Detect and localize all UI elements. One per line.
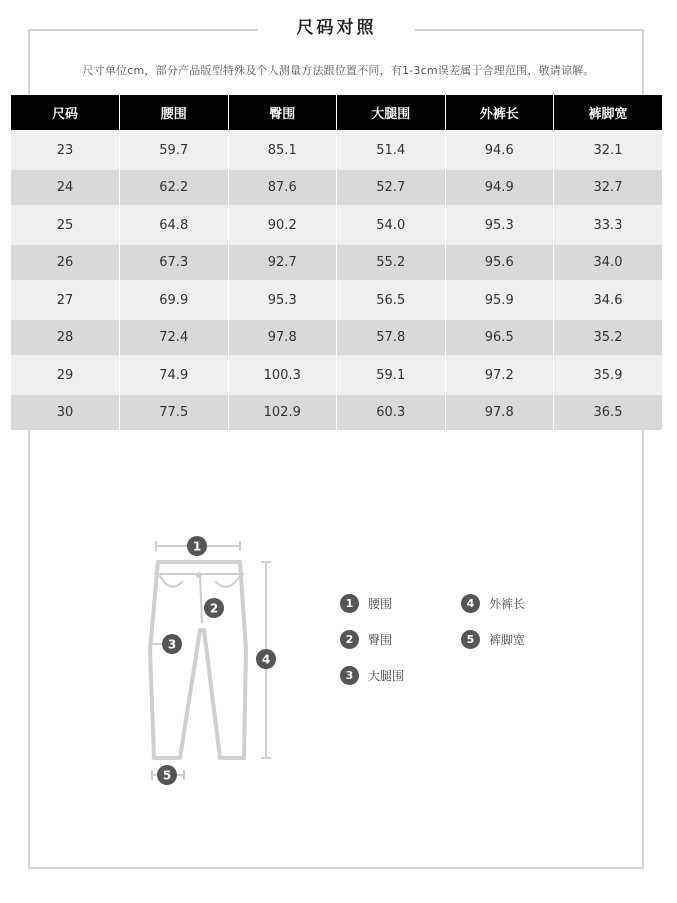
header-hip: 臀围 xyxy=(228,95,337,130)
legend-number: 1 xyxy=(340,594,359,613)
marker-5-number: 5 xyxy=(162,768,172,783)
table-cell: 30 xyxy=(11,395,120,430)
table-cell: 23 xyxy=(11,130,120,170)
legend-number: 5 xyxy=(461,630,480,649)
table-row xyxy=(11,320,662,355)
table-cell: 97.8 xyxy=(445,395,554,430)
title-wrap xyxy=(258,12,415,44)
table-cell: 67.3 xyxy=(120,245,229,280)
table-cell: 57.8 xyxy=(337,320,446,355)
table-cell: 92.7 xyxy=(228,245,337,280)
legend-item-waist xyxy=(340,592,392,614)
marker-1-number: 1 xyxy=(192,539,202,554)
table-cell: 35.2 xyxy=(554,320,663,355)
table-cell: 62.2 xyxy=(120,170,229,205)
table-cell: 26 xyxy=(11,245,120,280)
table-cell: 95.3 xyxy=(445,205,554,245)
legend-item-length xyxy=(461,592,525,614)
table-cell: 29 xyxy=(11,355,120,395)
marker-3-number: 3 xyxy=(167,637,177,652)
table-cell: 85.1 xyxy=(228,130,337,170)
table-cell: 74.9 xyxy=(120,355,229,395)
table-cell: 72.4 xyxy=(120,320,229,355)
pants-measurement-diagram xyxy=(140,530,290,790)
table-cell: 52.7 xyxy=(337,170,446,205)
table-cell: 97.8 xyxy=(228,320,337,355)
legend-label: 大腿围 xyxy=(368,668,405,683)
table-cell: 24 xyxy=(11,170,120,205)
table-cell: 94.9 xyxy=(445,170,554,205)
table-cell: 60.3 xyxy=(337,395,446,430)
header-length: 外裤长 xyxy=(445,95,554,130)
header-hem: 裤脚宽 xyxy=(554,95,663,130)
table-cell: 34.0 xyxy=(554,245,663,280)
header-size: 尺码 xyxy=(11,95,120,130)
measurement-legend xyxy=(340,592,560,692)
table-cell: 28 xyxy=(11,320,120,355)
measurement-note: 尺寸单位cm，部分产品版型特殊及个人测量方法跟位置不同，有1-3cm误差属于合理范围，敬请谅解。 xyxy=(82,64,595,77)
page-title: 尺码对照 xyxy=(296,18,377,38)
pants-outline-icon xyxy=(150,562,246,758)
table-header-row xyxy=(11,95,662,130)
header-waist: 腰围 xyxy=(120,95,229,130)
legend-number: 2 xyxy=(340,630,359,649)
marker-3 xyxy=(162,634,182,654)
legend-label: 外裤长 xyxy=(489,596,526,611)
table-cell: 94.6 xyxy=(445,130,554,170)
table-row xyxy=(11,130,662,170)
table-cell: 32.7 xyxy=(554,170,663,205)
table-cell: 35.9 xyxy=(554,355,663,395)
button-rivet-icon xyxy=(196,572,202,578)
table-cell: 56.5 xyxy=(337,280,446,320)
table-row xyxy=(11,280,662,320)
table-cell: 100.3 xyxy=(228,355,337,395)
table-cell: 95.9 xyxy=(445,280,554,320)
table-cell: 59.1 xyxy=(337,355,446,395)
table-cell: 33.3 xyxy=(554,205,663,245)
table-cell: 34.6 xyxy=(554,280,663,320)
table-cell: 95.6 xyxy=(445,245,554,280)
table-row xyxy=(11,170,662,205)
marker-2-number: 2 xyxy=(209,601,219,616)
table-cell: 97.2 xyxy=(445,355,554,395)
table-row xyxy=(11,205,662,245)
legend-item-thigh xyxy=(340,664,404,686)
table-cell: 95.3 xyxy=(228,280,337,320)
table-cell: 27 xyxy=(11,280,120,320)
header-thigh: 大腿围 xyxy=(337,95,446,130)
table-cell: 51.4 xyxy=(337,130,446,170)
table-cell: 69.9 xyxy=(120,280,229,320)
table-cell: 54.0 xyxy=(337,205,446,245)
marker-5 xyxy=(157,765,177,785)
legend-label: 腰围 xyxy=(368,596,393,611)
size-chart-table xyxy=(11,95,662,430)
table-cell: 90.2 xyxy=(228,205,337,245)
table-row xyxy=(11,245,662,280)
marker-4-number: 4 xyxy=(261,652,271,667)
table-cell: 59.7 xyxy=(120,130,229,170)
legend-number: 4 xyxy=(461,594,480,613)
legend-label: 臀围 xyxy=(368,632,393,647)
table-cell: 77.5 xyxy=(120,395,229,430)
table-row xyxy=(11,355,662,395)
table-cell: 96.5 xyxy=(445,320,554,355)
table-cell: 87.6 xyxy=(228,170,337,205)
legend-label: 裤脚宽 xyxy=(489,632,526,647)
table-row xyxy=(11,395,662,430)
table-cell: 32.1 xyxy=(554,130,663,170)
table-cell: 36.5 xyxy=(554,395,663,430)
marker-1 xyxy=(187,536,207,556)
table-cell: 25 xyxy=(11,205,120,245)
table-cell: 64.8 xyxy=(120,205,229,245)
legend-number: 3 xyxy=(340,666,359,685)
marker-4 xyxy=(256,649,276,669)
legend-item-hem xyxy=(461,628,525,650)
marker-2 xyxy=(204,598,224,618)
legend-item-hip xyxy=(340,628,392,650)
table-cell: 55.2 xyxy=(337,245,446,280)
table-cell: 102.9 xyxy=(228,395,337,430)
